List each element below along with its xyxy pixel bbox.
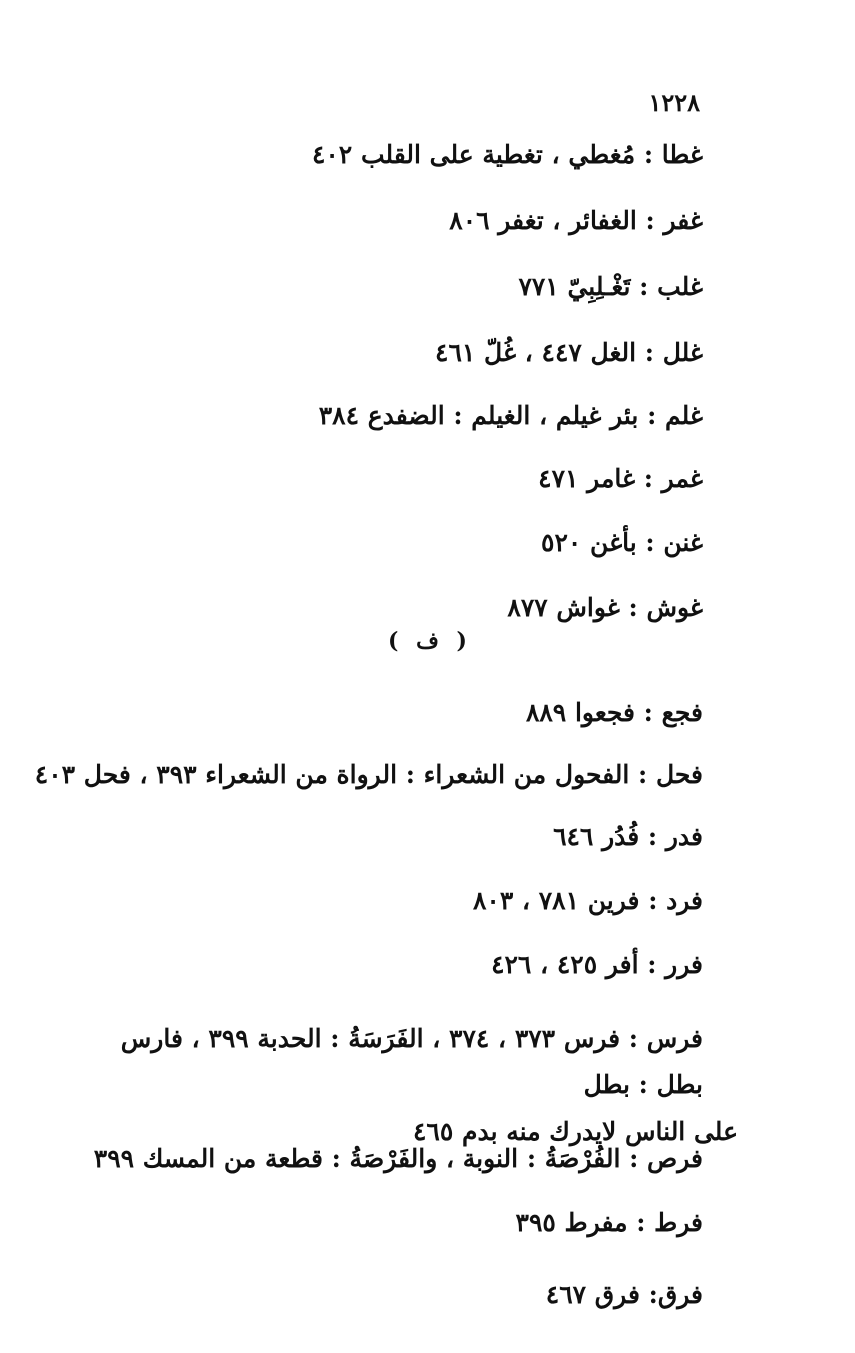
index-entry-ghfr: غفر : الغفائر ، تغفر ٨٠٦ bbox=[449, 206, 703, 235]
index-entry-ghll: غلل : الغل ٤٤٧ ، غُلّ ٤٦١ bbox=[435, 338, 703, 367]
index-entry-ghta: غطا : مُغطي ، تغطية على القلب ٤٠٢ bbox=[311, 140, 703, 169]
index-entry-ghlm: غلم : بئر غيلم ، الغيلم : الضفدع ٣٨٤ bbox=[318, 401, 703, 430]
index-entry-frr: فرر : أفر ٤٢٥ ، ٤٢٦ bbox=[491, 950, 703, 979]
index-entry-frs2: فرص : الفُرْصَةُ : النوبة ، والفَرْصَةُ : قطعة من المسك ٣٩٩ bbox=[93, 1144, 703, 1173]
index-entry-fhl: فحل : الفحول من الشعراء : الرواة من الشعراء ٣٩٣ ، فحل ٤٠٣ bbox=[34, 760, 703, 789]
index-entry-frs-line2: على الناس لايدرك منه بدم ٤٦٥ bbox=[412, 1116, 738, 1146]
index-entry-ghlb: غلب : تَغْـلِبِيّ ٧٧١ bbox=[518, 272, 703, 301]
index-entry-ghnn: غنن : بأغن ٥٢٠ bbox=[541, 528, 703, 557]
section-header-fa: ( ف ) bbox=[388, 628, 467, 654]
index-entry-frd: فرد : فرين ٧٨١ ، ٨٠٣ bbox=[472, 886, 703, 915]
index-entry-ghwsh: غوش : غواش ٨٧٧ bbox=[507, 593, 703, 622]
index-entry-frq: فرق: فرق ٤٦٧ bbox=[545, 1280, 703, 1309]
index-entry-frs-line1: فرس : فرس ٣٧٣ ، ٣٧٤ ، الفَرَسَةُ : الحدبة ٣٩٩ ، فارس بطل : بطل bbox=[120, 1024, 703, 1100]
index-entry-frs bbox=[83, 1016, 738, 1155]
index-entry-fje: فجع : فجعوا ٨٨٩ bbox=[525, 698, 703, 727]
index-entry-ghmr: غمر : غامر ٤٧١ bbox=[538, 464, 703, 493]
index-entry-frt: فرط : مفرط ٣٩٥ bbox=[515, 1208, 703, 1237]
index-entry-fdr: فدر : فُدُر ٦٤٦ bbox=[553, 822, 703, 851]
page-number: ١٢٢٨ bbox=[648, 88, 700, 117]
